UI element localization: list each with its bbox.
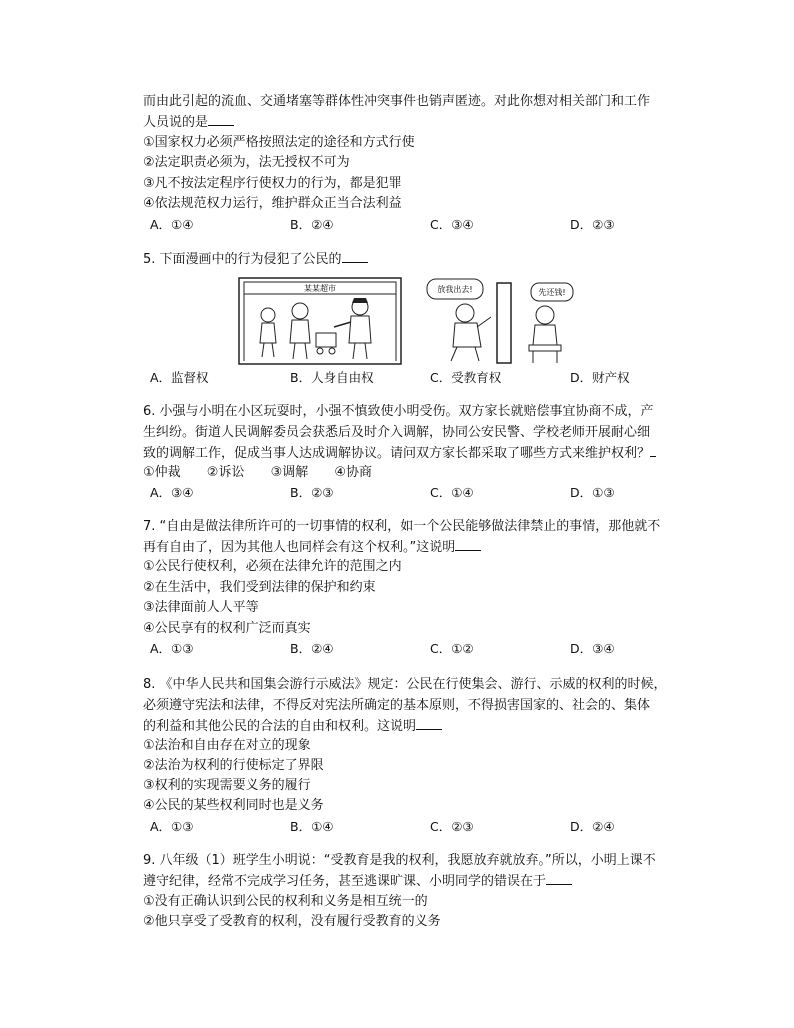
q4-item-2: ②法定职责必须为，法无授权不可为 <box>143 155 350 170</box>
q7-item-2: ②在生活中，我们受到法律的保护和约束 <box>143 580 376 595</box>
q7-item-4: ④公民享有的权利广泛而真实 <box>143 621 311 636</box>
q4-option-b[interactable]: B．②④ <box>290 217 334 232</box>
q6-line-3: 致的调解工作，促成当事人达成调解协议。请问双方家长都采取了哪些方式来维护权利？ <box>143 444 656 463</box>
q6-line-1: 6. 小强与小明在小区玩耍时，小强不慎致使小明受伤。双方家长就赔偿事宜协商不成，产 <box>143 404 654 419</box>
comic-supermarket-illustration <box>238 277 402 365</box>
q5-stem: 5. 下面漫画中的行为侵犯了公民的 <box>143 250 368 269</box>
q8-item-3: ③权利的实现需要义务的履行 <box>143 778 311 793</box>
q8-option-a[interactable]: A．①③ <box>150 819 194 834</box>
q6-items <box>143 464 372 482</box>
q8-item-1: ①法治和自由存在对立的现象 <box>143 738 311 753</box>
q7-options <box>150 640 650 658</box>
comic-bubble-right: 先还钱! <box>538 288 566 297</box>
q5-option-d[interactable]: D．财产权 <box>570 370 630 385</box>
q4-item-1: ①国家权力必须严格按照法定的途径和方式行使 <box>143 135 415 150</box>
q6-item-1: ①仲裁 <box>143 465 181 480</box>
q8-item-4: ④公民的某些权利同时也是义务 <box>143 798 324 813</box>
q8-item-2: ②法治为权利的行使标定了界限 <box>143 758 324 773</box>
q9-line-2: 遵守纪律，经常不完成学习任务，甚至逃课旷课、小明同学的错误在于 <box>143 872 572 891</box>
q4-option-d[interactable]: D．②③ <box>570 217 615 232</box>
q4-item-4: ④依法规范权力运行，维护群众正当合法利益 <box>143 196 402 211</box>
q4-option-c[interactable]: C．③④ <box>430 217 474 232</box>
q5-option-a[interactable]: A．监督权 <box>150 370 209 385</box>
q5-option-b[interactable]: B．人身自由权 <box>290 370 374 385</box>
comic-bubble-left: 放我出去! <box>437 285 473 294</box>
q8-line-2: 必须遵守宪法和法律，不得反对宪法所确定的基本原则，不得损害国家的、社会的、集体 <box>143 698 651 713</box>
q6-option-b[interactable]: B．②③ <box>290 485 334 500</box>
q7-option-b[interactable]: B．②④ <box>290 641 334 656</box>
q6-option-c[interactable]: C．①④ <box>430 485 474 500</box>
q8-option-c[interactable]: C．②③ <box>430 819 474 834</box>
q6-item-3: ③调解 <box>270 465 309 480</box>
q7-option-c[interactable]: C．①② <box>430 641 474 656</box>
q6-line-2: 生纠纷。街道人民调解委员会获悉后及时介入调解，协同公安民警、学校老师开展耐心细 <box>143 425 651 440</box>
q4-line-1: 而由此引起的流血、交通堵塞等群体性冲突事件也销声匿迹。对此你想对相关部门和工作 <box>143 94 651 109</box>
q7-option-d[interactable]: D．③④ <box>570 641 615 656</box>
q5-options <box>150 369 650 387</box>
q9-item-1: ①没有正确认识到公民的权利和义务是相互统一的 <box>143 894 428 909</box>
comic-detention-illustration <box>425 277 575 365</box>
q7-option-a[interactable]: A．①③ <box>150 641 194 656</box>
q9-line-1: 9. 八年级（1）班学生小明说：“受教育是我的权利，我愿放弃就放弃。”所以，小明上课不 <box>143 853 656 868</box>
q7-line-1: 7. “自由是做法律所许可的一切事情的权利，如一个公民能够做法律禁止的事情，那他就不 <box>143 519 661 534</box>
q4-options <box>150 216 650 234</box>
q4-item-3: ③凡不按法定程序行使权力的行为，都是犯罪 <box>143 176 402 191</box>
comic-sign-text: 某某超市 <box>304 284 336 293</box>
q8-line-1: 8. 《中华人民共和国集会游行示威法》规定：公民在行使集会、游行、示威的权利的时候， <box>143 677 667 692</box>
q8-option-b[interactable]: B．①④ <box>290 819 334 834</box>
q6-item-4: ④协商 <box>334 465 373 480</box>
q8-line-3: 的利益和其他公民的合法的自由和权利。这说明 <box>143 717 442 736</box>
q5-option-c[interactable]: C．受教育权 <box>430 370 502 385</box>
q6-option-a[interactable]: A．③④ <box>150 485 194 500</box>
q7-item-1: ①公民行使权利，必须在法律允许的范围之内 <box>143 559 402 574</box>
q4-line-2: 人员说的是 <box>143 113 234 132</box>
q8-options <box>150 818 650 836</box>
q6-options <box>150 484 650 502</box>
q7-item-3: ③法律面前人人平等 <box>143 600 259 615</box>
q7-line-2: 再有自由了，因为其他人也同样会有这个权利。”这说明 <box>143 538 481 557</box>
q4-option-a[interactable]: A．①④ <box>150 217 194 232</box>
q6-item-2: ②诉讼 <box>206 465 245 480</box>
q9-item-2: ②他只享受了受教育的权利，没有履行受教育的义务 <box>143 914 441 929</box>
q6-option-d[interactable]: D．①③ <box>570 485 615 500</box>
q8-option-d[interactable]: D．②④ <box>570 819 615 834</box>
